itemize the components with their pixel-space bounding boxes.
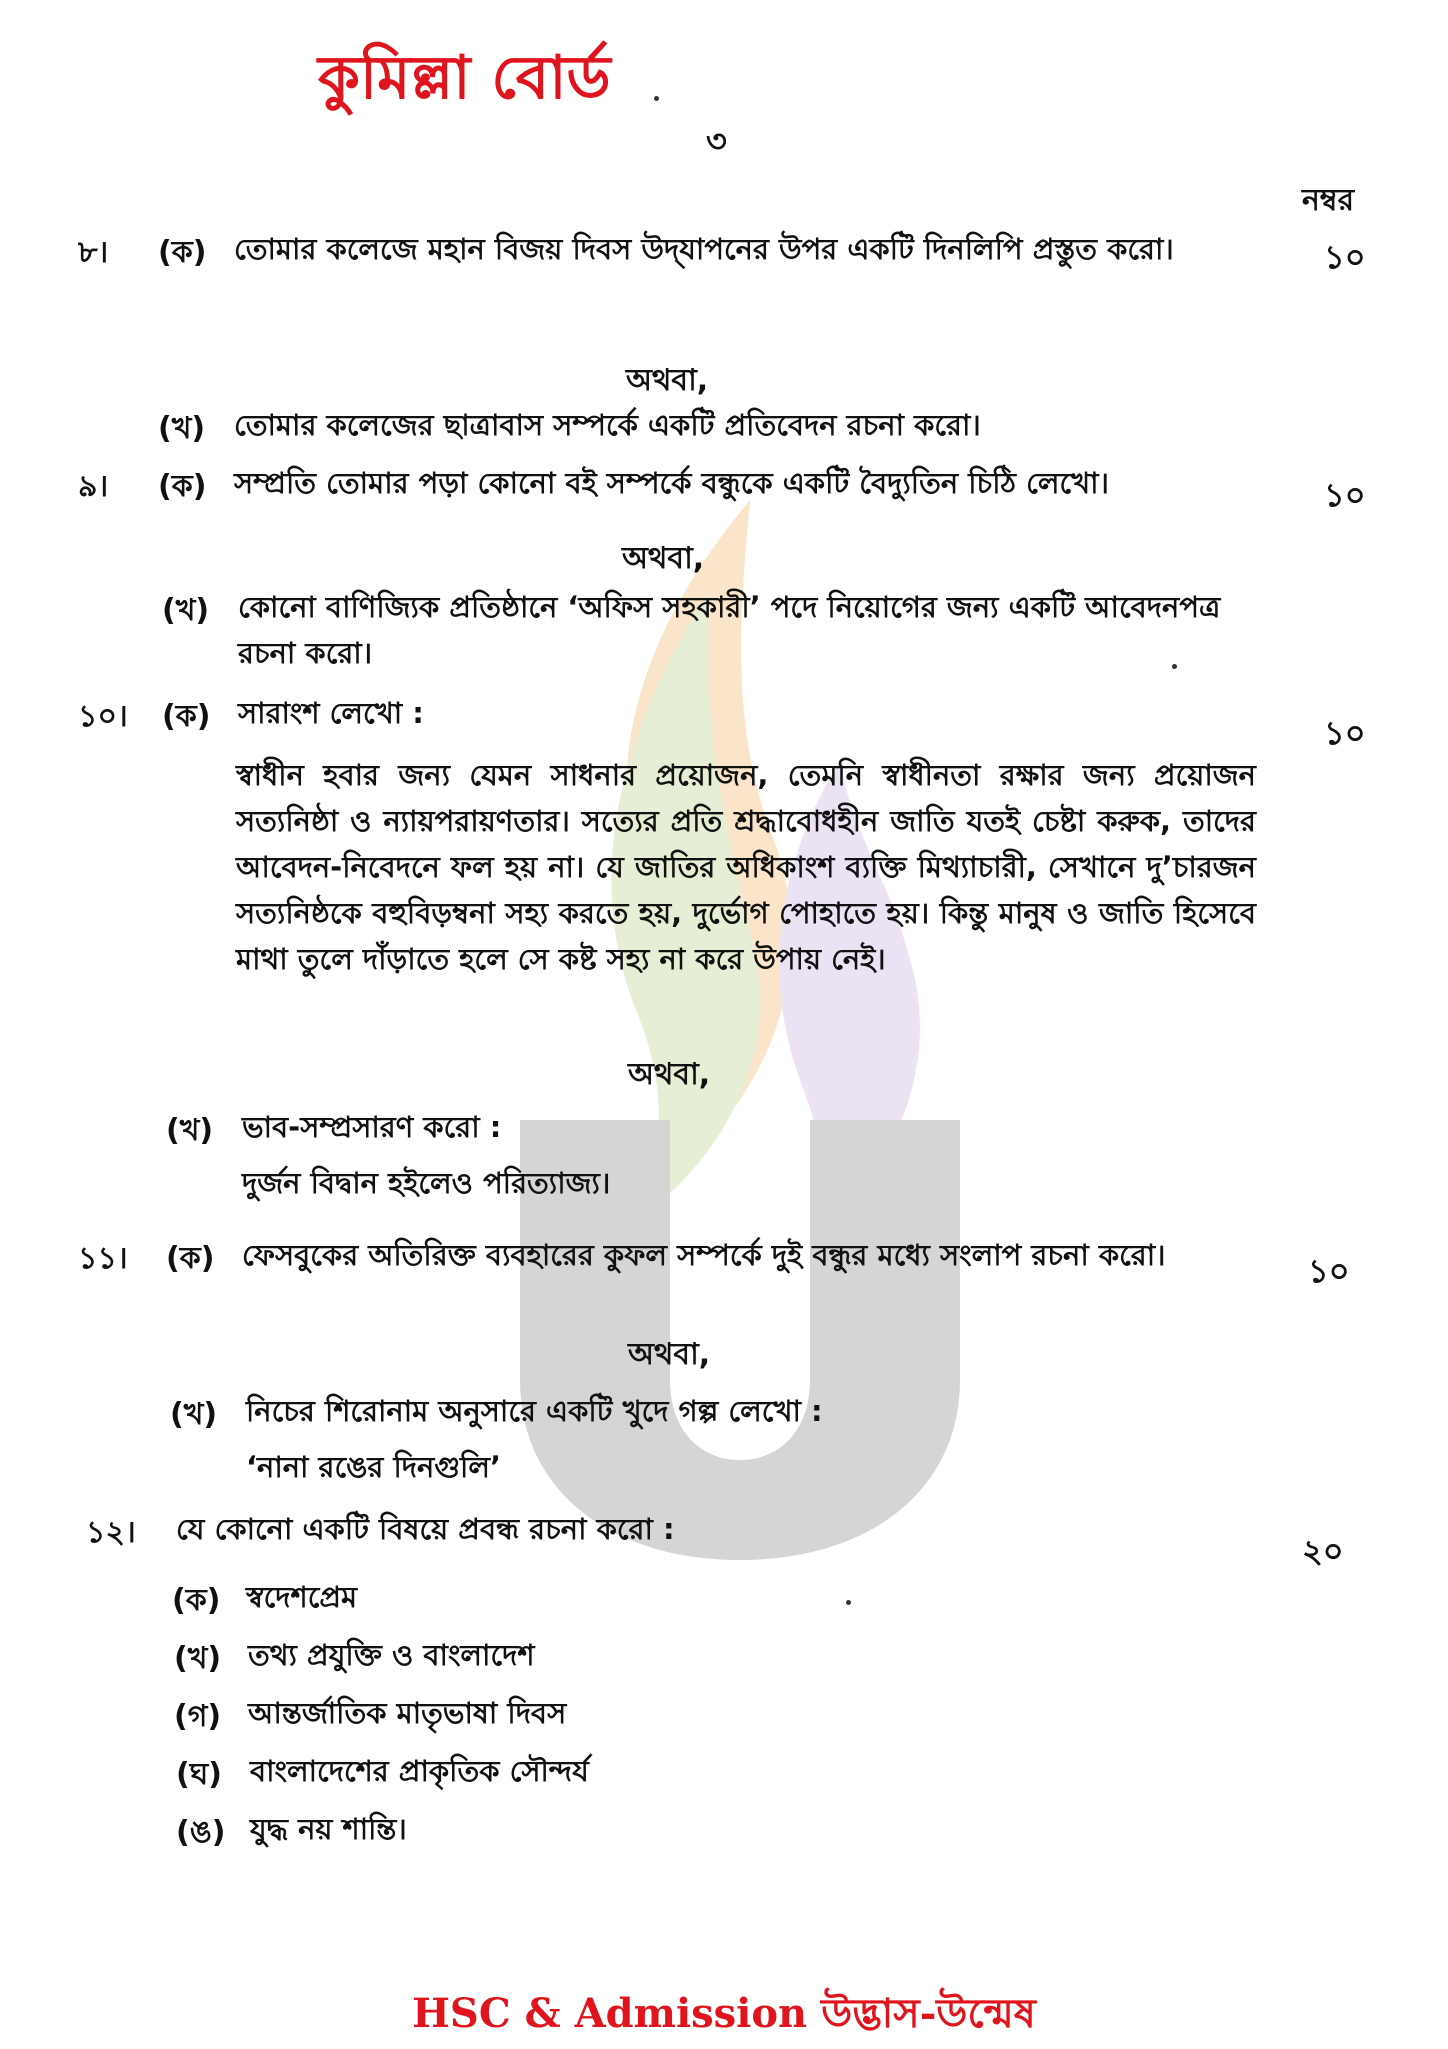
essay-option: তথ্য প্রযুক্তি ও বাংলাদেশ bbox=[248, 1638, 535, 1672]
subquestion-label: (ক) bbox=[158, 235, 207, 270]
question-text: তোমার কলেজে মহান বিজয় দিবস উদ্‌যাপনের উপর একটি দিনলিপি প্রস্তুত করো। bbox=[234, 232, 1174, 266]
question-text: সারাংশ লেখো : bbox=[238, 696, 424, 730]
essay-option: বাংলাদেশের প্রাকৃতিক সৌন্দর্য bbox=[250, 1754, 589, 1788]
or-separator: অথবা, bbox=[622, 541, 705, 576]
marks-header: নম্বর bbox=[1302, 183, 1355, 218]
question-marks: ১০ bbox=[1324, 714, 1366, 752]
subquestion-label: (ক) bbox=[158, 469, 207, 504]
story-title: ‘নানা রঙের দিনগুলি’ bbox=[246, 1450, 501, 1484]
question-text: নিচের শিরোনাম অনুসারে একটি খুদে গল্প লেখো : bbox=[246, 1394, 823, 1428]
or-separator: অথবা, bbox=[628, 1337, 711, 1372]
essay-option: আন্তর্জাতিক মাতৃভাষা দিবস bbox=[248, 1696, 567, 1730]
question-text: ভাব-সম্প্রসারণ করো : bbox=[242, 1110, 502, 1144]
question-text: ফেসবুকের অতিরিক্ত ব্যবহারের কুফল সম্পর্কে দুই বন্ধুর মধ্যে সংলাপ রচনা করো। bbox=[242, 1238, 1166, 1272]
question-text: যে কোনো একটি বিষয়ে প্রবন্ধ রচনা করো : bbox=[176, 1512, 675, 1546]
question-number: ৮। bbox=[78, 235, 109, 270]
subquestion-label: (ক) bbox=[162, 699, 211, 734]
question-text: তোমার কলেজের ছাত্রাবাস সম্পর্কে একটি প্রতিবেদন রচনা করো। bbox=[234, 408, 981, 442]
subquestion-label: (ক) bbox=[166, 1241, 215, 1276]
page-number: ৩ bbox=[706, 122, 727, 160]
option-label: (খ) bbox=[174, 1641, 222, 1676]
question-marks: ১০ bbox=[1308, 1252, 1350, 1290]
question-number: ১২। bbox=[86, 1515, 136, 1550]
subquestion-label: (খ) bbox=[158, 411, 206, 446]
or-separator: অথবা, bbox=[626, 363, 709, 398]
question-number: ১০। bbox=[78, 699, 128, 734]
summary-passage: স্বাধীন হবার জন্য যেমন সাধনার প্রয়োজন, তেমনি স্বাধীনতা রক্ষার জন্য প্রয়োজন সত্যনিষ্ঠা ও ন্যায়পরায়ণতার। সত্যের প্রতি শ্রদ্ধাবোধহীন জাতি যতই চেষ্টা করুক, তাদের আবেদন-নিবেদনে ফল হয় না। যে জাতির অধিকাংশ ব্যক্তি মিথ্যাচারী, সেখানে দু’চারজন সত্যনিষ্ঠকে বহুবিড়ম্বনা সহ্য করতে হয়, দুর্ভোগ পোহাতে হয়। কিন্তু মানুষ ও জাতি হিসেবে মাথা তুলে দাঁড়াতে হলে সে কষ্ট সহ্য না করে উপায় নেই। bbox=[236, 758, 1256, 976]
subquestion-label: (খ) bbox=[170, 1397, 218, 1432]
speck bbox=[846, 1600, 851, 1605]
board-title: কুমিল্লা বোর্ড bbox=[318, 43, 611, 113]
option-label: (ক) bbox=[172, 1583, 221, 1618]
question-text: সম্প্রতি তোমার পড়া কোনো বই সম্পর্কে বন্ধুকে একটি বৈদ্যুতিন চিঠি লেখো। bbox=[234, 466, 1109, 500]
question-number: ৯। bbox=[78, 469, 109, 504]
or-separator: অথবা, bbox=[628, 1057, 711, 1092]
footer-brand: HSC & Admission উদ্ভাস-উন্মেষ bbox=[412, 1990, 1036, 2037]
essay-option: স্বদেশপ্রেম bbox=[246, 1580, 358, 1614]
subquestion-label: (খ) bbox=[162, 593, 210, 628]
option-label: (গ) bbox=[174, 1699, 222, 1734]
speck bbox=[654, 96, 659, 101]
question-marks: ১০ bbox=[1324, 238, 1366, 276]
essay-option: যুদ্ধ নয় শান্তি। bbox=[250, 1812, 407, 1846]
question-text: কোনো বাণিজ্যিক প্রতিষ্ঠানে ‘অফিস সহকারী’ পদে নিয়োগের জন্য একটি আবেদনপত্র রচনা করো। bbox=[238, 590, 1221, 670]
option-label: (ঘ) bbox=[176, 1757, 222, 1792]
question-marks: ১০ bbox=[1324, 476, 1366, 514]
option-label: (ঙ) bbox=[176, 1815, 226, 1850]
question-marks: ২০ bbox=[1302, 1532, 1344, 1570]
question-number: ১১। bbox=[78, 1241, 128, 1276]
subquestion-label: (খ) bbox=[166, 1113, 214, 1148]
expansion-quote: দুর্জন বিদ্বান হইলেও পরিত্যাজ্য। bbox=[242, 1166, 611, 1200]
